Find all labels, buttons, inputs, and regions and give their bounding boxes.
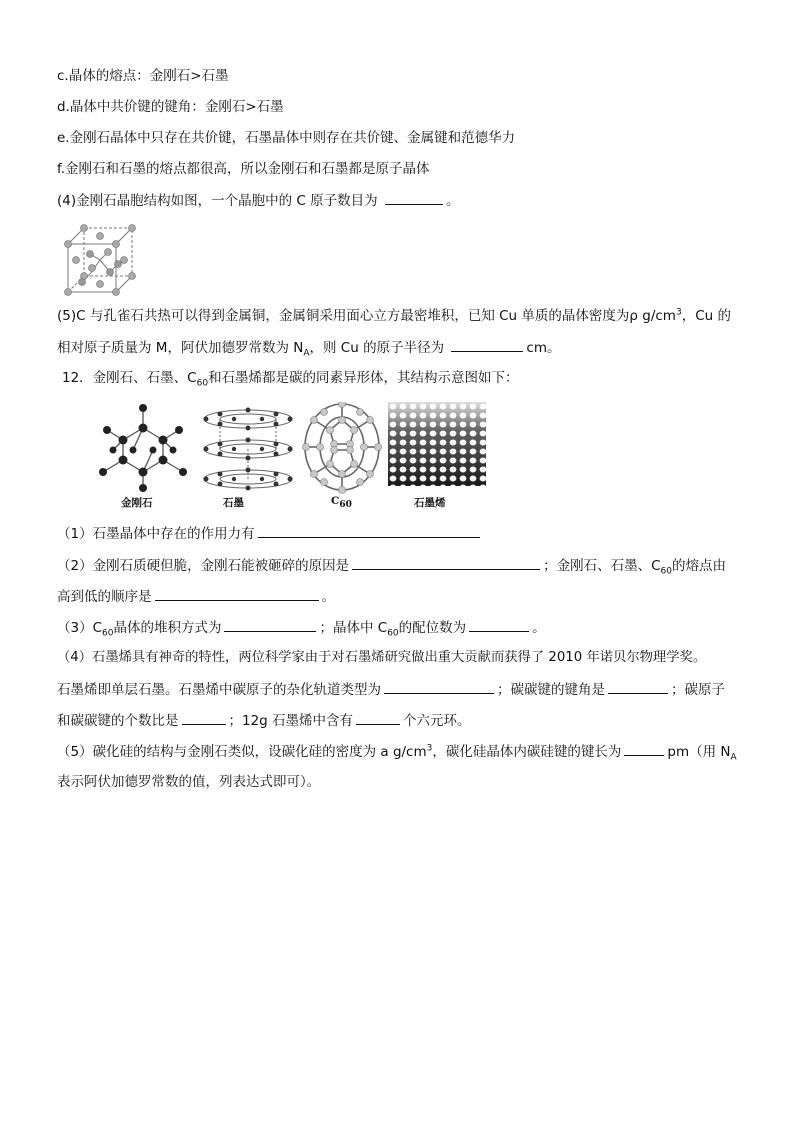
answer-blank[interactable] bbox=[182, 710, 226, 725]
option-c: c.晶体的熔点：金刚石>石墨 bbox=[57, 68, 229, 84]
answer-blank[interactable] bbox=[258, 523, 480, 538]
diamond-unit-cell-figure bbox=[60, 224, 140, 296]
q12-part4-line1: （4）石墨烯具有神奇的特性，两位科学家由于对石墨烯研究做出重大贡献而获得了 2010 年诺贝尔物理学奖。 bbox=[57, 650, 707, 665]
answer-blank[interactable] bbox=[224, 617, 316, 632]
q12-part1: （1）石墨晶体中存在的作用力有 bbox=[57, 523, 483, 544]
q11-part5-line1: (5)C 与孔雀石共热可以得到金属铜，金属铜采用面心立方最密堆积，已知 Cu 单质的晶体密度为ρ $g/cm^3$，Cu 的 bbox=[57, 307, 731, 324]
graphite-caption: 石墨 bbox=[223, 497, 244, 509]
option-e: e.金刚石晶体中只存在共价键，石墨晶体中则存在共价键、金属键和范德华力 bbox=[57, 130, 516, 146]
q12-stem: 12．金刚石、石墨、$C_{60}$和石墨烯都是碳的同素异形体，其结构示意图如下： bbox=[62, 370, 519, 389]
answer-blank[interactable] bbox=[155, 586, 319, 601]
graphite-structure-figure bbox=[200, 405, 296, 491]
diamond-caption: 金刚石 bbox=[121, 497, 153, 509]
c60-structure-figure bbox=[302, 402, 382, 494]
q12-part4-line3: 和碳碳键的个数比是 ；12g 石墨烯中含有 个六元环。 bbox=[57, 710, 471, 731]
diamond-structure-figure bbox=[93, 402, 193, 494]
graphene-caption: 石墨烯 bbox=[414, 497, 446, 509]
c60-caption: $C_{60}$ bbox=[331, 495, 352, 511]
answer-blank[interactable] bbox=[624, 741, 664, 756]
q12-part5-line2: 表示阿伏加德罗常数的值，列表达式即可）。 bbox=[57, 774, 321, 790]
answer-blank[interactable] bbox=[352, 555, 540, 570]
q12-part2-line1: （2）金刚石质硬但脆，金刚石能被砸碎的原因是 ；金刚石、石墨、$C_{60}$的熔点由 bbox=[57, 555, 726, 576]
q11-part5-line2: 相对原子质量为 M，阿伏加德罗常数为 $N_A$，则 Cu 的原子半径为 cm。 bbox=[57, 337, 560, 358]
answer-blank[interactable] bbox=[451, 337, 523, 352]
answer-blank[interactable] bbox=[385, 190, 443, 205]
q11-part4: (4)金刚石晶胞结构如图，一个晶胞中的 C 原子数目为 。 bbox=[57, 190, 459, 211]
q12-part5-line1: （5）碳化硅的结构与金刚石类似，设碳化硅的密度为 a $g/cm^3$，碳化硅晶体内碳硅键的键长为 pm（用 $N_A$ bbox=[57, 741, 737, 762]
q12-part4-line2: 石墨烯即单层石墨。石墨烯中碳原子的杂化轨道类型为 ；碳碳键的键角是 ；碳原子 bbox=[57, 679, 725, 700]
q12-part3: $(3)C_{60}$晶体的堆积方式为 ；晶体中 $C_{60}$的配位数为 。 bbox=[57, 617, 546, 638]
option-f: f.金刚石和石墨的熔点都很高，所以金刚石和石墨都是原子晶体 bbox=[57, 161, 430, 177]
answer-blank[interactable] bbox=[469, 617, 529, 632]
answer-blank[interactable] bbox=[608, 679, 668, 694]
graphene-structure-figure bbox=[388, 402, 486, 486]
answer-blank[interactable] bbox=[356, 710, 400, 725]
q12-part2-line2: 高到低的顺序是 。 bbox=[57, 586, 335, 607]
answer-blank[interactable] bbox=[384, 679, 494, 694]
option-d: d.晶体中共价键的键角：金刚石>石墨 bbox=[57, 99, 284, 115]
